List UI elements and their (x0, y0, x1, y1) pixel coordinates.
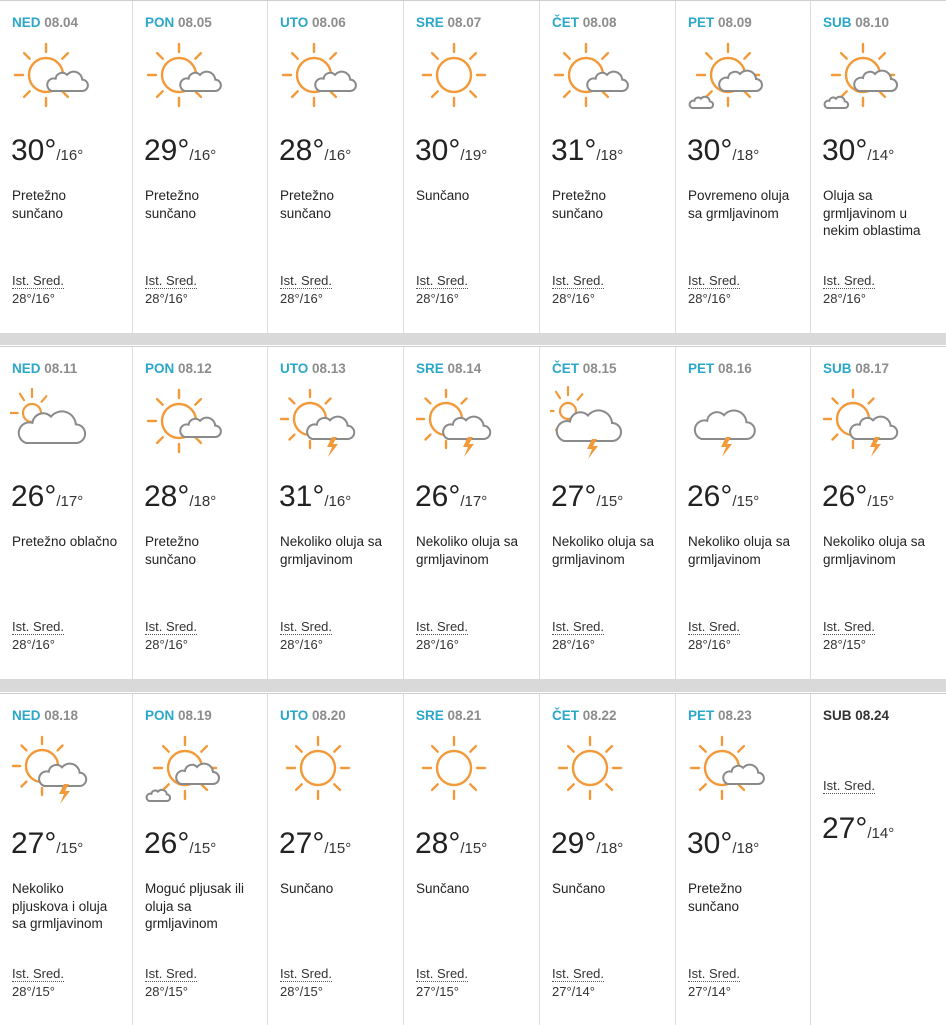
avg-value: 28°/15° (823, 637, 866, 652)
temp-low: /15° (867, 493, 895, 510)
temp-high: 30° (822, 134, 868, 167)
day-number: 08.04 (44, 15, 79, 30)
avg-value: 27°/15° (416, 984, 459, 999)
day-date (280, 15, 346, 30)
day-number: 08.19 (178, 708, 212, 723)
cloud-storm-sun-icon (550, 381, 630, 461)
day-card[interactable] (133, 347, 268, 679)
day-name: ČET (552, 708, 579, 723)
temperature (551, 480, 623, 514)
day-date (823, 361, 889, 376)
temp-low: /17° (56, 493, 84, 510)
sun-icon (414, 728, 494, 808)
day-date (688, 708, 752, 723)
week-separator (0, 679, 946, 692)
avg-label[interactable]: Ist. Sred. (688, 619, 741, 634)
day-date (416, 708, 481, 723)
day-card[interactable] (0, 694, 133, 1025)
condition-text: Sunčano (416, 188, 470, 203)
day-number: 08.11 (44, 361, 78, 376)
avg-label[interactable]: Ist. Sred. (12, 273, 65, 288)
day-number: 08.17 (855, 361, 890, 376)
day-name: SUB (823, 361, 852, 376)
avg-label[interactable]: Ist. Sred. (688, 273, 741, 288)
condition-text: Pretežno sunčano (688, 881, 743, 914)
temp-high: 27° (279, 827, 325, 860)
condition-text: Nekoliko oluja sa grmljavinom (416, 534, 519, 567)
sun-cloud-icon (143, 35, 223, 115)
temp-low: /18° (596, 840, 624, 857)
day-card[interactable] (811, 694, 946, 1025)
temp-low: /18° (189, 493, 217, 510)
day-card[interactable] (133, 694, 268, 1025)
day-number: 08.16 (718, 361, 752, 376)
temp-low: /14° (867, 825, 895, 842)
temperature (144, 827, 216, 861)
day-card[interactable] (540, 694, 676, 1025)
day-card[interactable] (811, 347, 946, 679)
day-name: UTO (280, 15, 309, 30)
avg-value: 28°/16° (280, 291, 323, 306)
historical-average (688, 618, 740, 654)
day-date (823, 15, 889, 30)
condition-text: Povremeno oluja sa grmljavinom (688, 188, 790, 221)
avg-label[interactable]: Ist. Sred. (823, 273, 876, 288)
temp-high: 30° (11, 134, 57, 167)
temp-high: 28° (279, 134, 325, 167)
avg-label[interactable]: Ist. Sred. (145, 619, 198, 634)
day-number: 08.23 (718, 708, 752, 723)
day-number: 08.13 (312, 361, 346, 376)
temperature (687, 827, 759, 861)
day-number: 08.09 (718, 15, 752, 30)
day-name: PET (688, 708, 715, 723)
temperature (279, 134, 351, 168)
day-name: NED (12, 708, 41, 723)
sun-storm-icon (821, 381, 901, 461)
avg-label[interactable]: Ist. Sred. (552, 273, 605, 288)
temp-low: /14° (867, 147, 895, 164)
avg-value: 28°/15° (280, 984, 323, 999)
historical-average (12, 272, 64, 308)
temp-low: /16° (324, 147, 352, 164)
day-date (688, 361, 752, 376)
day-name: SUB (823, 708, 852, 723)
condition-text: Nekoliko oluja sa grmljavinom (280, 534, 383, 567)
day-number: 08.21 (447, 708, 482, 723)
avg-value: 28°/16° (145, 637, 188, 652)
day-card[interactable] (133, 1, 268, 333)
day-date (145, 361, 212, 376)
condition-text: Pretežno sunčano (145, 188, 200, 221)
temperature (687, 480, 759, 514)
sun-cloud-small-icon (821, 35, 901, 115)
day-date (416, 361, 481, 376)
temp-high: 26° (11, 480, 57, 513)
avg-label[interactable]: Ist. Sred. (12, 619, 65, 634)
day-card[interactable] (404, 347, 540, 679)
day-date (552, 708, 617, 723)
temperature (11, 480, 83, 514)
historical-average (12, 618, 64, 654)
temp-high: 28° (415, 827, 461, 860)
condition-text: Pretežno sunčano (552, 188, 607, 221)
historical-average (416, 272, 468, 308)
temp-low: /18° (596, 147, 624, 164)
day-card[interactable] (404, 1, 540, 333)
condition-text: Pretežno sunčano (145, 534, 200, 567)
sun-icon (278, 728, 358, 808)
day-number: 08.12 (178, 361, 212, 376)
day-card[interactable] (268, 1, 404, 333)
condition-text: Nekoliko oluja sa grmljavinom (823, 534, 926, 567)
day-number: 08.05 (178, 15, 212, 30)
temperature (822, 812, 894, 846)
day-number: 08.18 (44, 708, 79, 723)
cloud-sun-icon (10, 381, 90, 461)
avg-label[interactable]: Ist. Sred. (823, 778, 876, 793)
avg-label[interactable]: Ist. Sred. (416, 619, 469, 634)
avg-label[interactable]: Ist. Sred. (280, 966, 333, 981)
day-card[interactable] (0, 347, 133, 679)
condition-text: Sunčano (416, 881, 470, 896)
day-number: 08.20 (312, 708, 346, 723)
sun-storm-icon (414, 381, 494, 461)
avg-label[interactable]: Ist. Sred. (280, 619, 333, 634)
avg-label[interactable]: Ist. Sred. (280, 273, 333, 288)
temperature (551, 827, 623, 861)
temp-low: /17° (460, 493, 488, 510)
condition-text: Pretežno sunčano (12, 188, 67, 221)
day-card[interactable] (540, 1, 676, 333)
temp-low: /15° (596, 493, 624, 510)
day-number: 08.08 (582, 15, 617, 30)
temp-high: 28° (144, 480, 190, 513)
day-card[interactable] (404, 694, 540, 1025)
week-row (0, 346, 946, 679)
week-row (0, 693, 946, 1025)
temp-low: /16° (56, 147, 84, 164)
temp-high: 30° (415, 134, 461, 167)
historical-average (823, 778, 875, 793)
temp-high: 31° (551, 134, 597, 167)
day-number: 08.10 (855, 15, 890, 30)
avg-value: 28°/16° (688, 291, 731, 306)
day-date (552, 361, 617, 376)
historical-average (688, 272, 740, 308)
temp-high: 31° (279, 480, 325, 513)
sun-cloud-icon (686, 728, 766, 808)
day-name: PON (145, 708, 175, 723)
historical-average (280, 965, 332, 1001)
day-number: 08.24 (855, 708, 890, 723)
temp-low: /15° (732, 493, 760, 510)
avg-value: 28°/16° (145, 291, 188, 306)
day-card[interactable] (0, 1, 133, 333)
sun-storm-icon (10, 728, 90, 808)
historical-average (416, 965, 468, 1001)
week-row (0, 0, 946, 333)
avg-value: 28°/16° (552, 637, 595, 652)
temperature (279, 827, 351, 861)
sun-icon (414, 35, 494, 115)
avg-value: 28°/15° (12, 984, 55, 999)
temp-high: 30° (687, 134, 733, 167)
day-card[interactable] (268, 694, 404, 1025)
day-name: NED (12, 361, 41, 376)
condition-text: Sunčano (280, 881, 334, 896)
temperature (11, 827, 83, 861)
day-date (280, 708, 346, 723)
avg-label[interactable]: Ist. Sred. (552, 619, 605, 634)
avg-value: 27°/14° (688, 984, 731, 999)
day-date (12, 708, 78, 723)
historical-average (823, 618, 875, 654)
temp-high: 29° (144, 134, 190, 167)
day-name: PON (145, 361, 175, 376)
day-name: PET (688, 361, 715, 376)
day-number: 08.22 (582, 708, 617, 723)
temperature (279, 480, 351, 514)
week-separator (0, 332, 946, 345)
sun-icon (550, 728, 630, 808)
temp-low: /15° (460, 840, 488, 857)
historical-average (552, 965, 604, 1001)
historical-average (688, 965, 740, 1001)
day-name: PET (688, 15, 715, 30)
avg-value: 28°/16° (552, 291, 595, 306)
day-date (416, 15, 481, 30)
sun-cloud-icon (278, 35, 358, 115)
day-name: SRE (416, 708, 444, 723)
day-card[interactable] (676, 347, 811, 679)
avg-label[interactable]: Ist. Sred. (416, 273, 469, 288)
day-name: SRE (416, 15, 444, 30)
temp-high: 27° (822, 812, 868, 845)
historical-average (280, 272, 332, 308)
day-name: ČET (552, 361, 579, 376)
day-date (280, 361, 346, 376)
avg-value: 28°/16° (12, 291, 55, 306)
day-card[interactable] (676, 1, 811, 333)
day-name: NED (12, 15, 41, 30)
temp-low: /16° (324, 493, 352, 510)
temp-high: 26° (415, 480, 461, 513)
day-number: 08.14 (447, 361, 482, 376)
historical-average (145, 272, 197, 308)
day-name: UTO (280, 361, 309, 376)
avg-label[interactable]: Ist. Sred. (416, 966, 469, 981)
historical-average (145, 965, 197, 1001)
temp-high: 26° (144, 827, 190, 860)
cloud-storm-icon (686, 381, 766, 461)
day-card[interactable] (540, 347, 676, 679)
temperature (822, 480, 894, 514)
historical-average (145, 618, 197, 654)
avg-value: 27°/14° (552, 984, 595, 999)
day-name: PON (145, 15, 175, 30)
avg-label[interactable]: Ist. Sred. (823, 619, 876, 634)
avg-value: 28°/16° (823, 291, 866, 306)
avg-value: 28°/16° (280, 637, 323, 652)
condition-text: Oluja sa grmljavinom u nekim oblastima (823, 188, 921, 238)
avg-value: 28°/16° (416, 291, 459, 306)
day-name: ČET (552, 15, 579, 30)
temp-high: 26° (822, 480, 868, 513)
day-card[interactable] (811, 1, 946, 333)
avg-value: 28°/16° (12, 637, 55, 652)
temperature (415, 134, 487, 168)
avg-value: 28°/16° (688, 637, 731, 652)
condition-text: Sunčano (552, 881, 606, 896)
day-date (12, 361, 77, 376)
avg-value: 28°/15° (145, 984, 188, 999)
avg-label[interactable]: Ist. Sred. (688, 966, 741, 981)
condition-text: Pretežno oblačno (12, 534, 118, 549)
day-date (823, 708, 889, 723)
day-number: 08.07 (447, 15, 482, 30)
temp-low: /18° (732, 147, 760, 164)
temp-low: /15° (189, 840, 217, 857)
historical-average (823, 272, 875, 308)
temp-high: 30° (687, 827, 733, 860)
day-date (12, 15, 78, 30)
temp-low: /15° (56, 840, 84, 857)
avg-label[interactable]: Ist. Sred. (145, 273, 198, 288)
sun-cloud-small-icon (686, 35, 766, 115)
condition-text: Nekoliko oluja sa grmljavinom (552, 534, 655, 567)
avg-value: 28°/16° (416, 637, 459, 652)
day-number: 08.06 (312, 15, 346, 30)
temperature (415, 480, 487, 514)
temp-high: 27° (11, 827, 57, 860)
condition-text: Nekoliko pljuskova i oluja sa grmljavinom (12, 881, 108, 931)
sun-storm-icon (278, 381, 358, 461)
day-date (688, 15, 752, 30)
temp-high: 29° (551, 827, 597, 860)
day-card[interactable] (676, 694, 811, 1025)
day-name: SRE (416, 361, 444, 376)
day-card[interactable] (268, 347, 404, 679)
temp-low: /15° (324, 840, 352, 857)
condition-text: Moguć pljusak ili oluja sa grmljavinom (145, 881, 245, 931)
temp-high: 27° (551, 480, 597, 513)
temp-low: /16° (189, 147, 217, 164)
temp-low: /18° (732, 840, 760, 857)
temperature (11, 134, 83, 168)
sun-cloud-icon (10, 35, 90, 115)
historical-average (280, 618, 332, 654)
temperature (551, 134, 623, 168)
condition-text: Pretežno sunčano (280, 188, 335, 221)
sun-cloud-icon (550, 35, 630, 115)
sun-cloud-icon (143, 381, 223, 461)
avg-label[interactable]: Ist. Sred. (12, 966, 65, 981)
day-date (145, 708, 212, 723)
temp-low: /19° (460, 147, 488, 164)
historical-average (552, 618, 604, 654)
avg-label[interactable]: Ist. Sred. (552, 966, 605, 981)
day-date (552, 15, 617, 30)
historical-average (416, 618, 468, 654)
historical-average (12, 965, 64, 1001)
avg-label[interactable]: Ist. Sred. (145, 966, 198, 981)
day-name: UTO (280, 708, 309, 723)
sun-cloud-small-icon (143, 728, 223, 808)
temperature (687, 134, 759, 168)
day-date (145, 15, 212, 30)
temperature (144, 134, 216, 168)
temp-high: 26° (687, 480, 733, 513)
temperature (822, 134, 894, 168)
historical-average (552, 272, 604, 308)
temperature (415, 827, 487, 861)
day-name: SUB (823, 15, 852, 30)
day-number: 08.15 (582, 361, 617, 376)
temperature (144, 480, 216, 514)
condition-text: Nekoliko oluja sa grmljavinom (688, 534, 791, 567)
